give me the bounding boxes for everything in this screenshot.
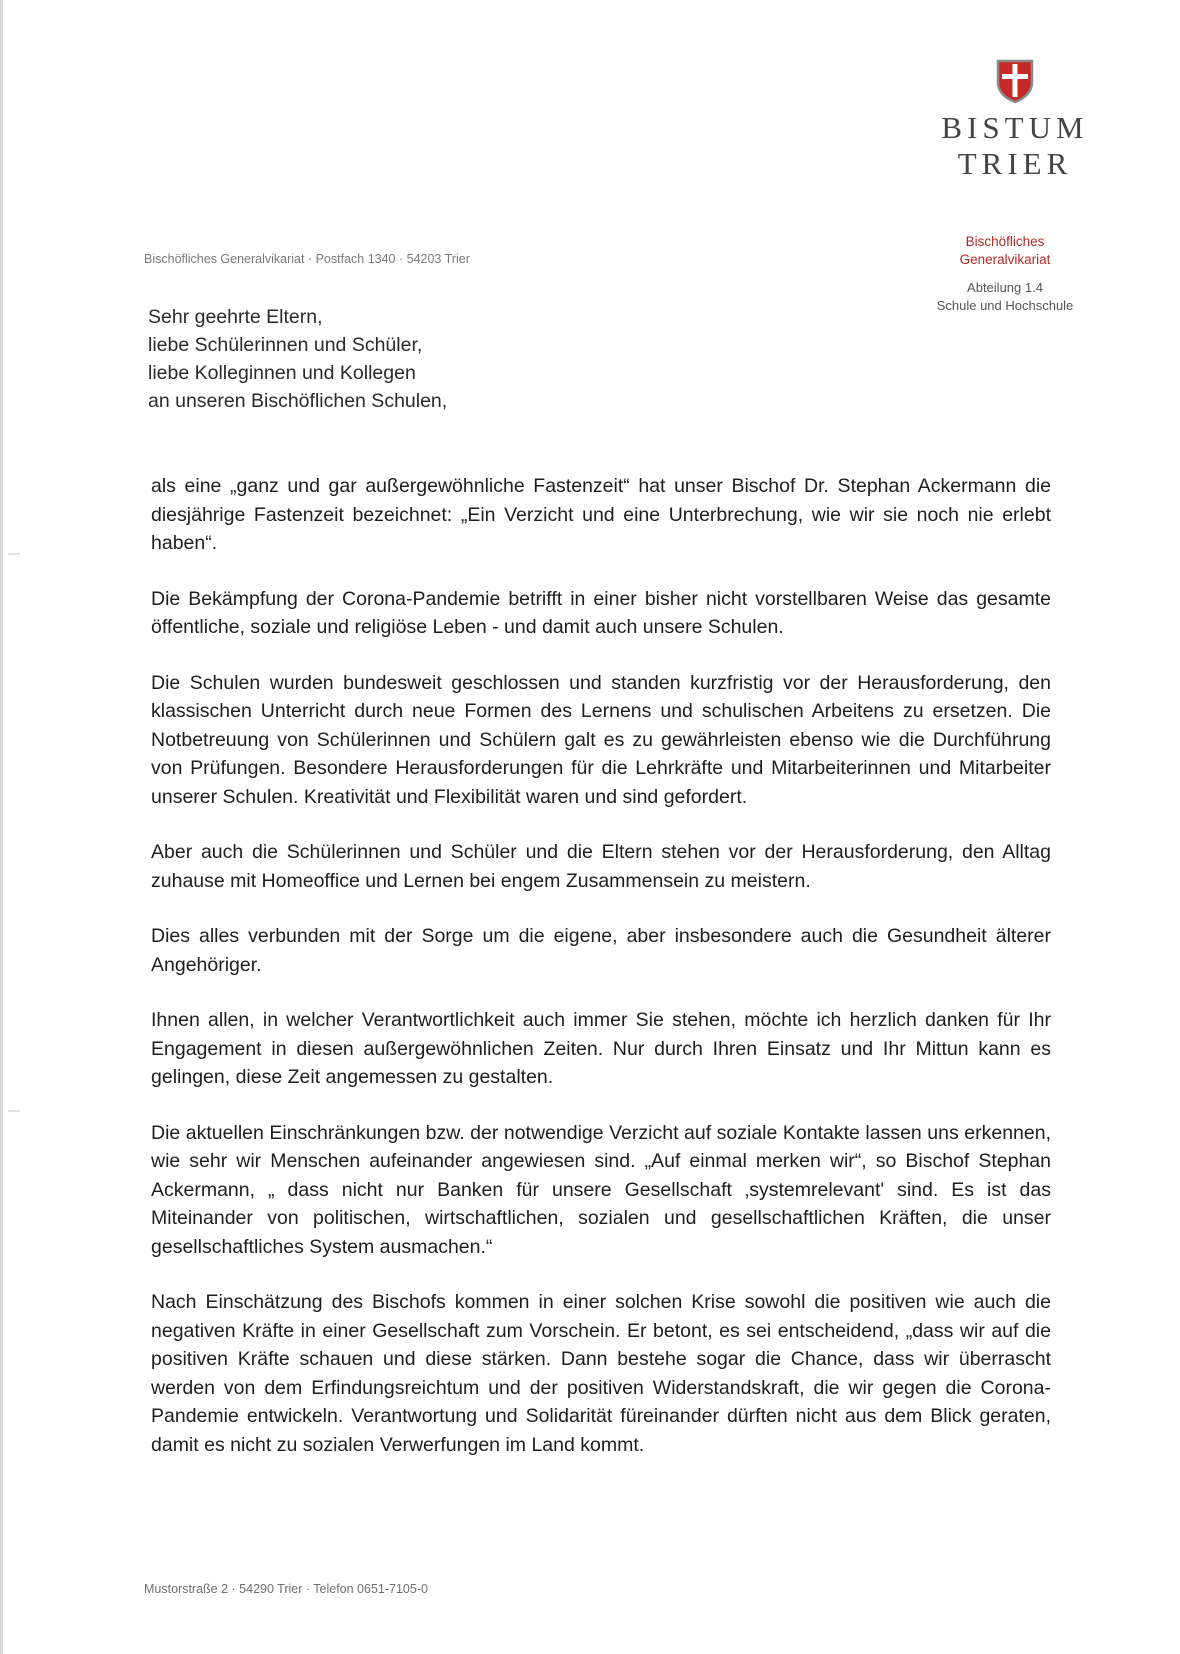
sender-address-line: Bischöfliches Generalvikariat · Postfach 1340 · 54203 Trier bbox=[144, 252, 470, 266]
diocese-logo bbox=[925, 58, 1105, 181]
footer-address: Mustorstraße 2 · 54290 Trier · Telefon 0651-7105-0 bbox=[144, 1582, 428, 1596]
department-line-4: Schule und Hochschule bbox=[936, 298, 1074, 313]
department-block bbox=[915, 233, 1095, 315]
salutation-line: an unseren Bischöflichen Schulen, bbox=[148, 390, 448, 412]
scan-mark bbox=[8, 1110, 20, 1112]
body-paragraph: Die aktuellen Einschränkungen bzw. der notwendige Verzicht auf soziale Kontakte lassen uns erkennen, wie sehr wir Menschen aufeinander angewiesen sind. „Auf einmal merken wir“, so Bischof Stephan Ackermann, „ dass nicht nur Banken für unsere Gesellschaft ‚systemrelevant' sind. Es ist das Miteinander von politischen, wirtschaftlichen, sozialen und gesellschaftlichen Kräften, die unser gesellschaftliches System ausmachen.“ bbox=[151, 1121, 1051, 1258]
body-paragraph: Die Schulen wurden bundesweit geschlossen und standen kurzfristig vor der Herausforderung, den klassischen Unterricht durch neue Formen des Lernens und schulischen Arbeitens zu ersetzen. Die Notbetreuung von Schülerinnen und Schülern galt es zu gewährleisten ebenso wie die Durchführung von Prüfungen. Besondere Herausforderungen für die Lehrkräfte und Mitarbeiterinnen und Mitarbeiter unserer Schulen. Kreativität und Flexibilität waren und sind gefordert. bbox=[151, 671, 1051, 808]
logo-text-bistum: BISTUM bbox=[941, 110, 1089, 145]
department-line-2: Generalvikariat bbox=[959, 252, 1051, 267]
salutation-line: Sehr geehrte Eltern, bbox=[148, 306, 323, 328]
logo-text-trier: TRIER bbox=[957, 146, 1073, 181]
letter-body bbox=[151, 472, 1051, 1459]
scan-mark bbox=[8, 553, 20, 555]
body-paragraph: Dies alles verbunden mit der Sorge um die eigene, aber insbesondere auch die Gesundheit älterer Angehöriger. bbox=[151, 925, 1051, 976]
body-paragraph: Aber auch die Schülerinnen und Schüler und die Eltern stehen vor der Herausforderung, den Alltag zuhause mit Homeoffice und Lernen bei engem Zusammensein zu meistern. bbox=[151, 841, 1051, 892]
salutation-line: liebe Kolleginnen und Kollegen bbox=[148, 362, 416, 384]
salutation-line: liebe Schülerinnen und Schüler, bbox=[148, 334, 423, 356]
department-line-1: Bischöfliches bbox=[965, 234, 1045, 249]
page-edge bbox=[0, 0, 3, 1654]
body-paragraph: Die Bekämpfung der Corona-Pandemie betrifft in einer bisher nicht vorstellbaren Weise das gesamte öffentliche, soziale und religiöse Leben - und damit auch unsere Schulen. bbox=[151, 587, 1051, 638]
department-line-3: Abteilung 1.4 bbox=[967, 280, 1043, 295]
salutation bbox=[148, 303, 447, 415]
body-paragraph: Ihnen allen, in welcher Verantwortlichkeit auch immer Sie stehen, möchte ich herzlich danken für Ihr Engagement in diesen außergewöhnlichen Zeiten. Nur durch Ihren Einsatz und Ihr Mittun kann es gelingen, diese Zeit angemessen zu gestalten. bbox=[151, 1009, 1051, 1088]
shield-icon bbox=[995, 58, 1035, 104]
body-paragraph: als eine „ganz und gar außergewöhnliche Fastenzeit“ hat unser Bischof Dr. Stephan Ackermann die diesjährige Fastenzeit bezeichnet: „Ein Verzicht und eine Unterbrechung, wie wir sie noch nie erlebt haben“. bbox=[151, 475, 1051, 554]
body-paragraph: Nach Einschätzung des Bischofs kommen in einer solchen Krise sowohl die positiven wie auch die negativen Kräfte in einer Gesellschaft zum Vorschein. Er betont, es sei entscheidend, „dass wir auf die positiven Kräfte schauen und diese stärken. Dann bestehe sogar die Chance, dass wir überrascht werden von dem Erfindungsreichtum und der positiven Widerstandskraft, die wir gegen die Corona-Pandemie entwickeln. Verantwortung und Solidarität füreinander dürften nicht aus dem Blick geraten, damit es nicht zu sozialen Verwerfungen im Land kommt. bbox=[151, 1291, 1051, 1456]
